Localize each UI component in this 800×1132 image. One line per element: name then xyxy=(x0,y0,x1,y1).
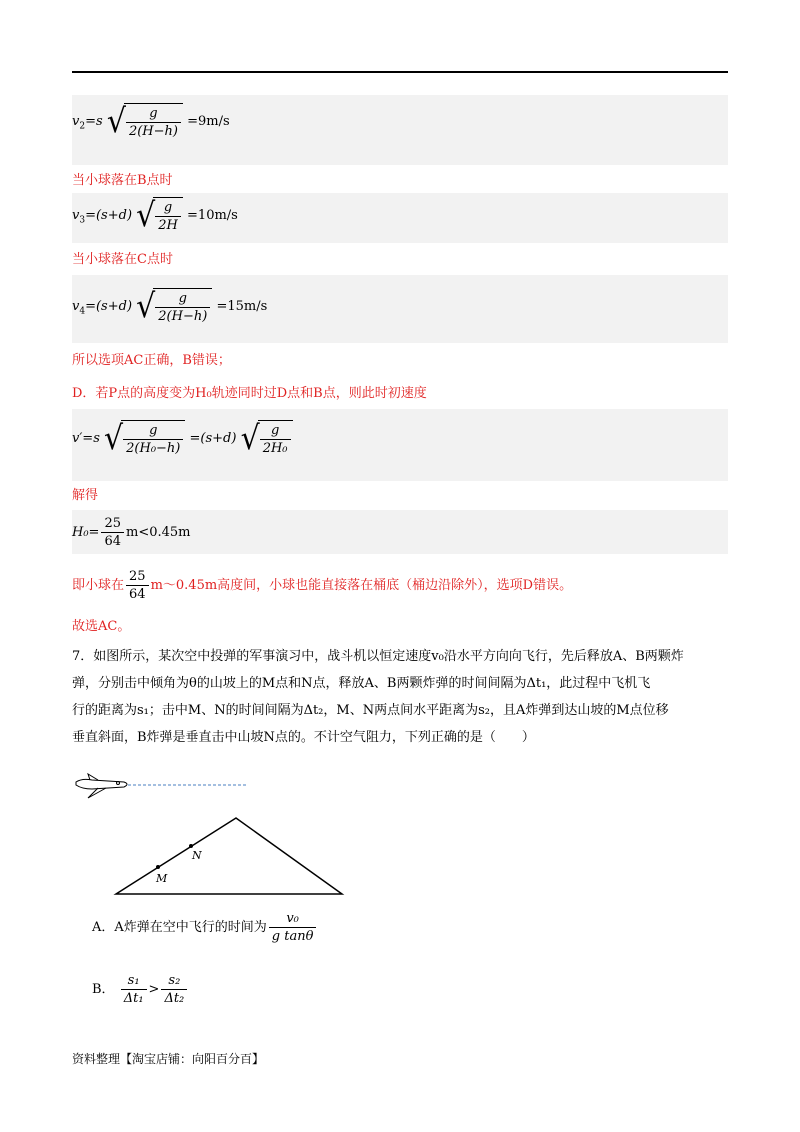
question-line-3: 行的距离为s₁；击中M、N的时间间隔为Δt₂，M、N两点间水平距离为s₂，且A炸弹到达山坡的M点位移 xyxy=(72,703,669,718)
question-line-1: 7．如图所示，某次空中投弹的军事演习中，战斗机以恒定速度v₀沿水平方向向飞行，先后释放A、B两颗炸 xyxy=(72,649,684,664)
slope-figure xyxy=(72,770,362,900)
point-n xyxy=(189,844,193,848)
question-line-4: 垂直斜面，B炸弹是垂直击中山坡N点的。不计空气阻力，下列正确的是（ ） xyxy=(72,730,535,745)
question-7 xyxy=(72,643,732,751)
text-conclusion-ac: 所以选项AC正确，B错误； xyxy=(72,353,231,368)
label-n: N xyxy=(192,849,202,862)
text-ball-at-c: 当小球落在C点时 xyxy=(72,252,173,267)
header-rule xyxy=(72,71,728,73)
text-height-range: 即小球在 $\frac{25}{64}$ m～0.45m高度间，小球也能直接落在桶底（桶边沿除外），选项D错误。 xyxy=(72,569,573,602)
equation-v4: $v_4=(s+d)$ √ $\frac{g}{2(H-h)}$ =15m/s xyxy=(72,286,268,326)
equation-v2: $v_2=s$ √ $\frac{g}{2(H-h)}$ =9m/s xyxy=(72,101,230,141)
text-ball-at-b: 当小球落在B点时 xyxy=(72,173,173,188)
text-answer: 故选AC。 xyxy=(72,619,131,634)
point-m xyxy=(156,865,160,869)
footer-source: 资料整理【淘宝店铺：向阳百分百】 xyxy=(72,1052,265,1066)
option-b[interactable]: B． $\frac{\text{s₁}}{\text{Δt₁}}$ > $\frac{\text{s₂}}{\text{Δt₂}}$ xyxy=(92,972,189,1007)
text-solve: 解得 xyxy=(72,488,99,503)
slope-triangle xyxy=(116,818,342,894)
equation-h0: H₀= $\frac{25}{64}$ m<0.45m xyxy=(72,516,191,549)
equation-v3: $v_3=(s+d)$ √ $\frac{g}{2H}$ =10m/s xyxy=(72,195,238,235)
label-m: M xyxy=(156,872,168,885)
text-option-d: D．若P点的高度变为H₀轨迹同时过D点和B点，则此时初速度 xyxy=(72,386,427,401)
equation-v-prime: v′=s √ $\frac{g}{\text{2(H₀−h)}}$ =(s+d) √ $\frac{g}{\text{2H₀}}$ xyxy=(72,420,293,457)
airplane-icon xyxy=(76,774,127,798)
question-line-2: 弹，分别击中倾角为θ的山坡上的M点和N点，释放A、B两颗炸弹的时间间隔为Δt₁，此过程中飞机飞 xyxy=(72,676,651,691)
option-a[interactable]: A．A炸弹在空中飞行的时间为 $\frac{\text{v₀}}{\text{g tanθ}}$ xyxy=(92,910,318,945)
